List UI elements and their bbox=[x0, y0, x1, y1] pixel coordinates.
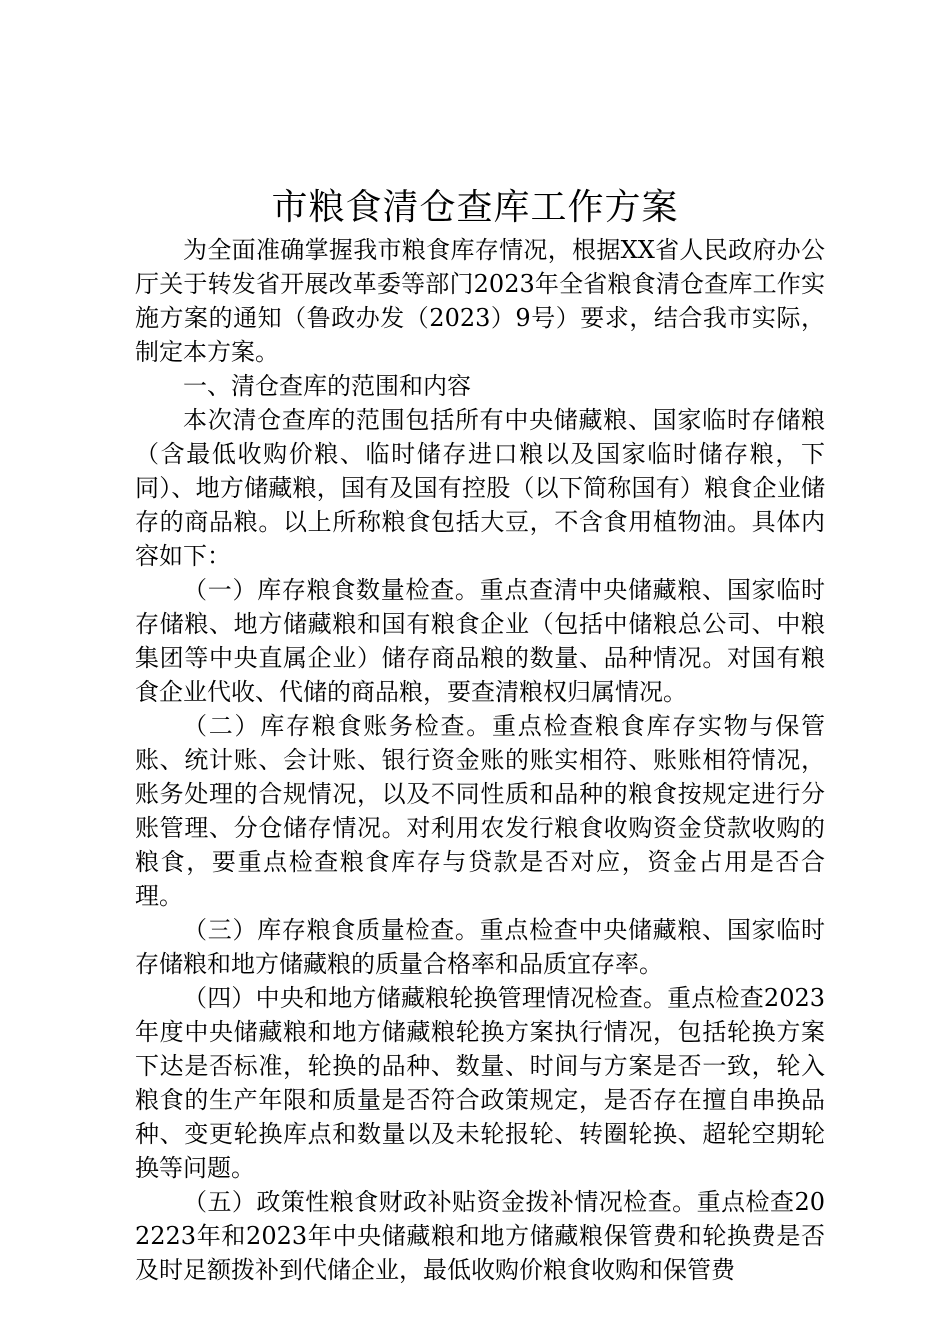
paragraph-item-3: （三）库存粮食质量检查。重点检查中央储藏粮、国家临时存储粮和地方储藏粮的质量合格率和品质宜存率。 bbox=[135, 916, 825, 978]
paragraph-item-5: （五）政策性粮食财政补贴资金拨补情况检查。重点检查202223年和2023年中央储藏粮和地方储藏粮保管费和轮换费是否及时足额拨补到代储企业，最低收购价粮食收购和保管费 bbox=[135, 1188, 825, 1284]
document-body bbox=[135, 233, 825, 1287]
paragraph-item-2: （二）库存粮食账务检查。重点检查粮食库存实物与保管账、统计账、会计账、银行资金账的账实相符、账账相符情况，账务处理的合规情况，以及不同性质和品种的粮食按规定进行分账管理、分仓储存情况。对利用农发行粮食收购资金贷款收购的粮食，要重点检查粮食库存与贷款是否对应，资金占用是否合理。 bbox=[135, 712, 825, 910]
paragraph-item-4: （四）中央和地方储藏粮轮换管理情况检查。重点检查2023年度中央储藏粮和地方储藏粮轮换方案执行情况，包括轮换方案下达是否标准，轮换的品种、数量、时间与方案是否一致，轮入粮食的生产年限和质量是否符合政策规定，是否存在擅自串换品种、变更轮换库点和数量以及未轮报轮、转圈轮换、超轮空期轮换等问题。 bbox=[135, 984, 825, 1182]
paragraph-scope: 本次清仓查库的范围包括所有中央储藏粮、国家临时存储粮（含最低收购价粮、临时储存进口粮以及国家临时储存粮，下同）、地方储藏粮，国有及国有控股（以下简称国有）粮食企业储存的商品粮。以上所称粮食包括大豆，不含食用植物油。具体内容如下： bbox=[135, 406, 825, 570]
section-heading-scope: 一、清仓查库的范围和内容 bbox=[183, 372, 471, 400]
document-title: 市粮食清仓查库工作方案 bbox=[271, 187, 679, 228]
paragraph-intro: 为全面准确掌握我市粮食库存情况，根据XX省人民政府办公厅关于转发省开展改革委等部门2023年全省粮食清仓查库工作实施方案的通知（鲁政办发（2023）9号）要求，结合我市实际，制定本方案。 bbox=[135, 236, 825, 366]
paragraph-item-1: （一）库存粮食数量检查。重点查清中央储藏粮、国家临时存储粮、地方储藏粮和国有粮食企业（包括中储粮总公司、中粮集团等中央直属企业）储存商品粮的数量、品种情况。对国有粮食企业代收、代储的商品粮，要查清粮权归属情况。 bbox=[135, 576, 825, 706]
